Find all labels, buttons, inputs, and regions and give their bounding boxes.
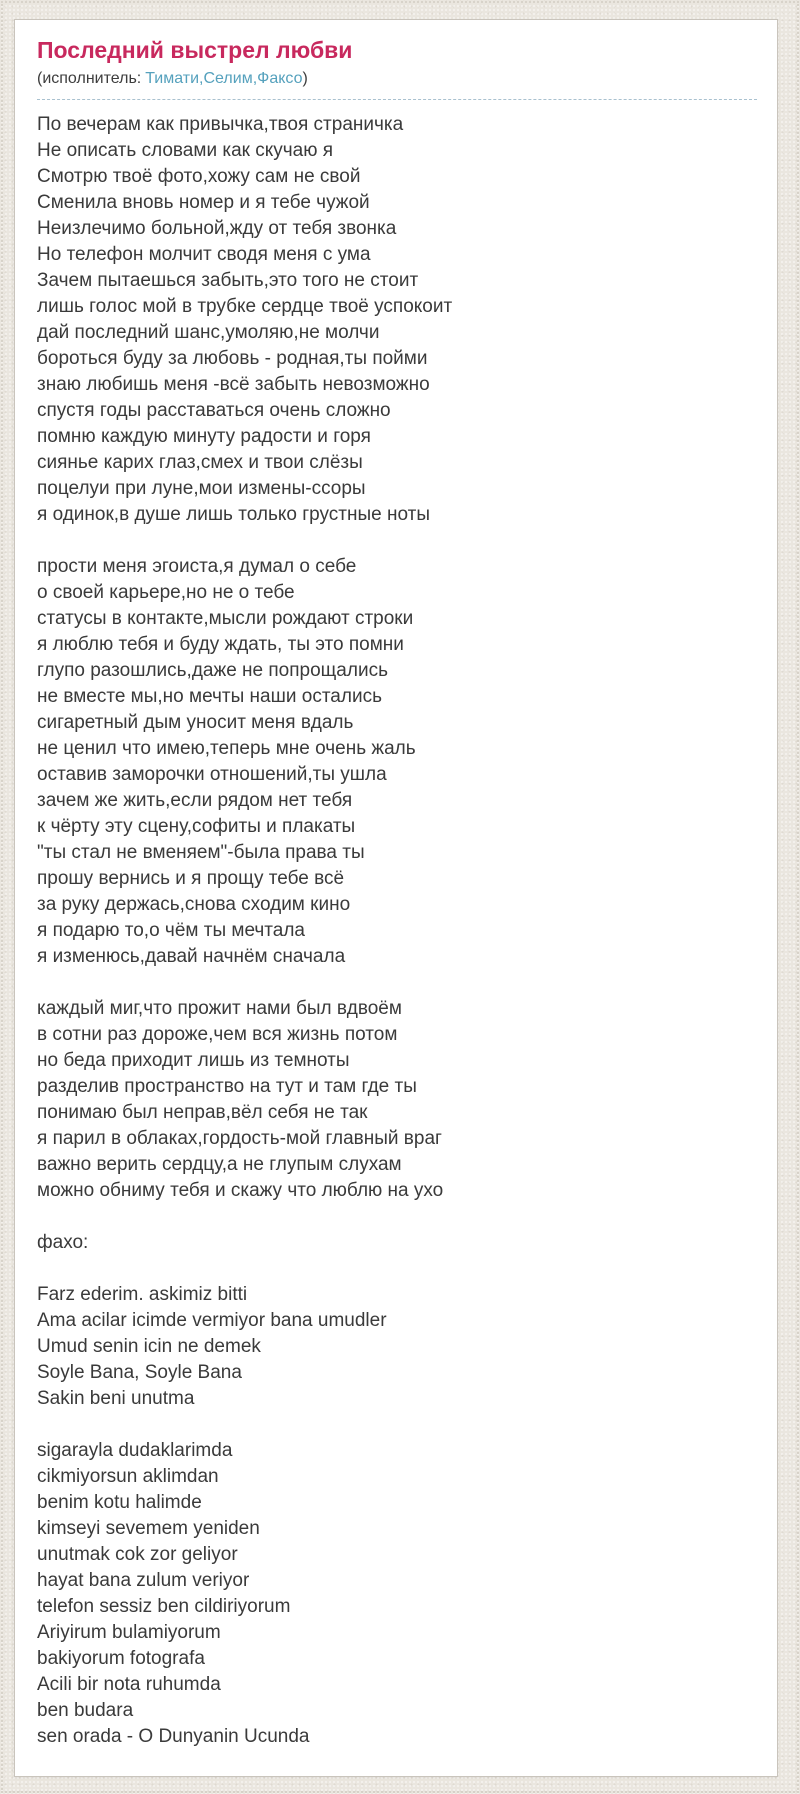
lyric-line: прошу вернись и я прощу тебе всё <box>37 868 345 889</box>
stanza-gap <box>37 1256 757 1282</box>
lyric-line: bakiyorum fotografa <box>37 1648 205 1669</box>
lyric-line: Ama acilar icimde vermiyor bana umudler <box>37 1310 387 1331</box>
lyric-line: лишь голос мой в трубке сердце твоё успокоит <box>37 296 453 317</box>
lyric-line: я люблю тебя и буду ждать, ты это помни <box>37 634 404 655</box>
lyric-line: я парил в облаках,гордость-мой главный враг <box>37 1128 442 1149</box>
lyric-line: сигаретный дым уносит меня вдаль <box>37 712 354 733</box>
stanza-gap <box>37 970 757 996</box>
lyric-line: "ты стал не вменяем"-была права ты <box>37 842 365 863</box>
artist-label: (исполнитель: <box>37 70 142 87</box>
artist-comma: , <box>252 70 258 87</box>
stanza-gap <box>37 1204 757 1230</box>
artist-link-timati[interactable]: Тимати <box>145 70 200 87</box>
lyric-line: Неизлечимо больной,жду от тебя звонка <box>37 218 397 239</box>
lyric-line: sigarayla dudaklarimda <box>37 1440 233 1461</box>
lyric-line: сиянье карих глаз,смех и твои слёзы <box>37 452 363 473</box>
lyric-line: Но телефон молчит сводя меня с ума <box>37 244 371 265</box>
lyric-line: Farz ederim. askimiz bitti <box>37 1284 248 1305</box>
lyric-line: Зачем пытаешься забыть,это того не стоит <box>37 270 419 291</box>
lyric-line: дай последний шанс,умоляю,не молчи <box>37 322 380 343</box>
lyric-line: каждый миг,что прожит нами был вдвоём <box>37 998 402 1019</box>
lyric-line: помню каждую минуту радости и горя <box>37 426 371 447</box>
lyric-line: Смотрю твоё фото,хожу сам не свой <box>37 166 361 187</box>
lyric-line: не вместе мы,но мечты наши остались <box>37 686 382 707</box>
artist-link-fakso[interactable]: Факсо <box>257 70 303 87</box>
lyric-line: прости меня эгоиста,я думал о себе <box>37 556 357 577</box>
lyric-line: kimseyi sevemem yeniden <box>37 1518 260 1539</box>
lyric-line: cikmiyorsun aklimdan <box>37 1466 219 1487</box>
lyric-line: Сменила вновь номер и я тебе чужой <box>37 192 370 213</box>
lyric-line: зачем же жить,если рядом нет тебя <box>37 790 353 811</box>
lyric-line: Не описать словами как скучаю я <box>37 140 334 161</box>
lyric-line: глупо разошлись,даже не попрощались <box>37 660 388 681</box>
lyrics-text <box>37 112 757 1750</box>
lyric-line: к чёрту эту сцену,софиты и плакаты <box>37 816 356 837</box>
lyric-line: я подарю то,о чём ты мечтала <box>37 920 305 941</box>
lyric-line: фахо: <box>37 1232 89 1253</box>
lyric-line: важно верить сердцу,а не глупым слухам <box>37 1154 402 1175</box>
lyric-line: hayat bana zulum veriyor <box>37 1570 250 1591</box>
lyric-line: бороться буду за любовь - родная,ты пойми <box>37 348 428 369</box>
artist-line <box>37 67 757 100</box>
lyric-line: спустя годы расставаться очень сложно <box>37 400 391 421</box>
lyric-line: знаю любишь меня -всё забыть невозможно <box>37 374 430 395</box>
lyric-line: о своей карьере,но не о тебе <box>37 582 295 603</box>
page-title: Последний выстрел любви <box>37 37 353 63</box>
lyric-line: не ценил что имею,теперь мне очень жаль <box>37 738 416 759</box>
lyric-line: benim kotu halimde <box>37 1492 202 1513</box>
artist-link-selim[interactable]: Селим <box>203 70 253 87</box>
lyric-line: поцелуи при луне,мои измены-ссоры <box>37 478 366 499</box>
stanza-gap <box>37 1412 757 1438</box>
lyric-line: статусы в контакте,мысли рождают строки <box>37 608 414 629</box>
lyric-line: но беда приходит лишь из темноты <box>37 1050 350 1071</box>
lyric-line: за руку держась,снова сходим кино <box>37 894 351 915</box>
lyric-line: в сотни раз дороже,чем вся жизнь потом <box>37 1024 398 1045</box>
lyric-line: Sakin beni unutma <box>37 1388 195 1409</box>
lyric-line: По вечерам как привычка,твоя страничка <box>37 114 404 135</box>
lyric-line: я изменюсь,давай начнём сначала <box>37 946 346 967</box>
lyric-line: Acili bir nota ruhumda <box>37 1674 221 1695</box>
lyric-line: разделив пространство на тут и там где ты <box>37 1076 417 1097</box>
lyric-line: Umud senin icin ne demek <box>37 1336 261 1357</box>
lyric-line: ben budara <box>37 1700 134 1721</box>
lyric-line: оставив заморочки отношений,ты ушла <box>37 764 387 785</box>
stanza-gap <box>37 528 757 554</box>
lyric-line: telefon sessiz ben cildiriyorum <box>37 1596 291 1617</box>
lyric-line: Soyle Bana, Soyle Bana <box>37 1362 242 1383</box>
artist-comma: , <box>199 70 204 87</box>
lyric-line: можно обниму тебя и скажу что люблю на ухо <box>37 1180 444 1201</box>
lyric-line: sen orada - O Dunyanin Ucunda <box>37 1726 310 1747</box>
lyric-line: unutmak cok zor geliyor <box>37 1544 238 1565</box>
artist-closing-paren: ) <box>302 70 308 87</box>
lyric-line: Ariyirum bulamiyorum <box>37 1622 221 1643</box>
lyric-line: я одинок,в душе лишь только грустные ноты <box>37 504 430 525</box>
lyric-line: понимаю был неправ,вёл себя не так <box>37 1102 368 1123</box>
lyrics-card <box>14 19 778 1777</box>
